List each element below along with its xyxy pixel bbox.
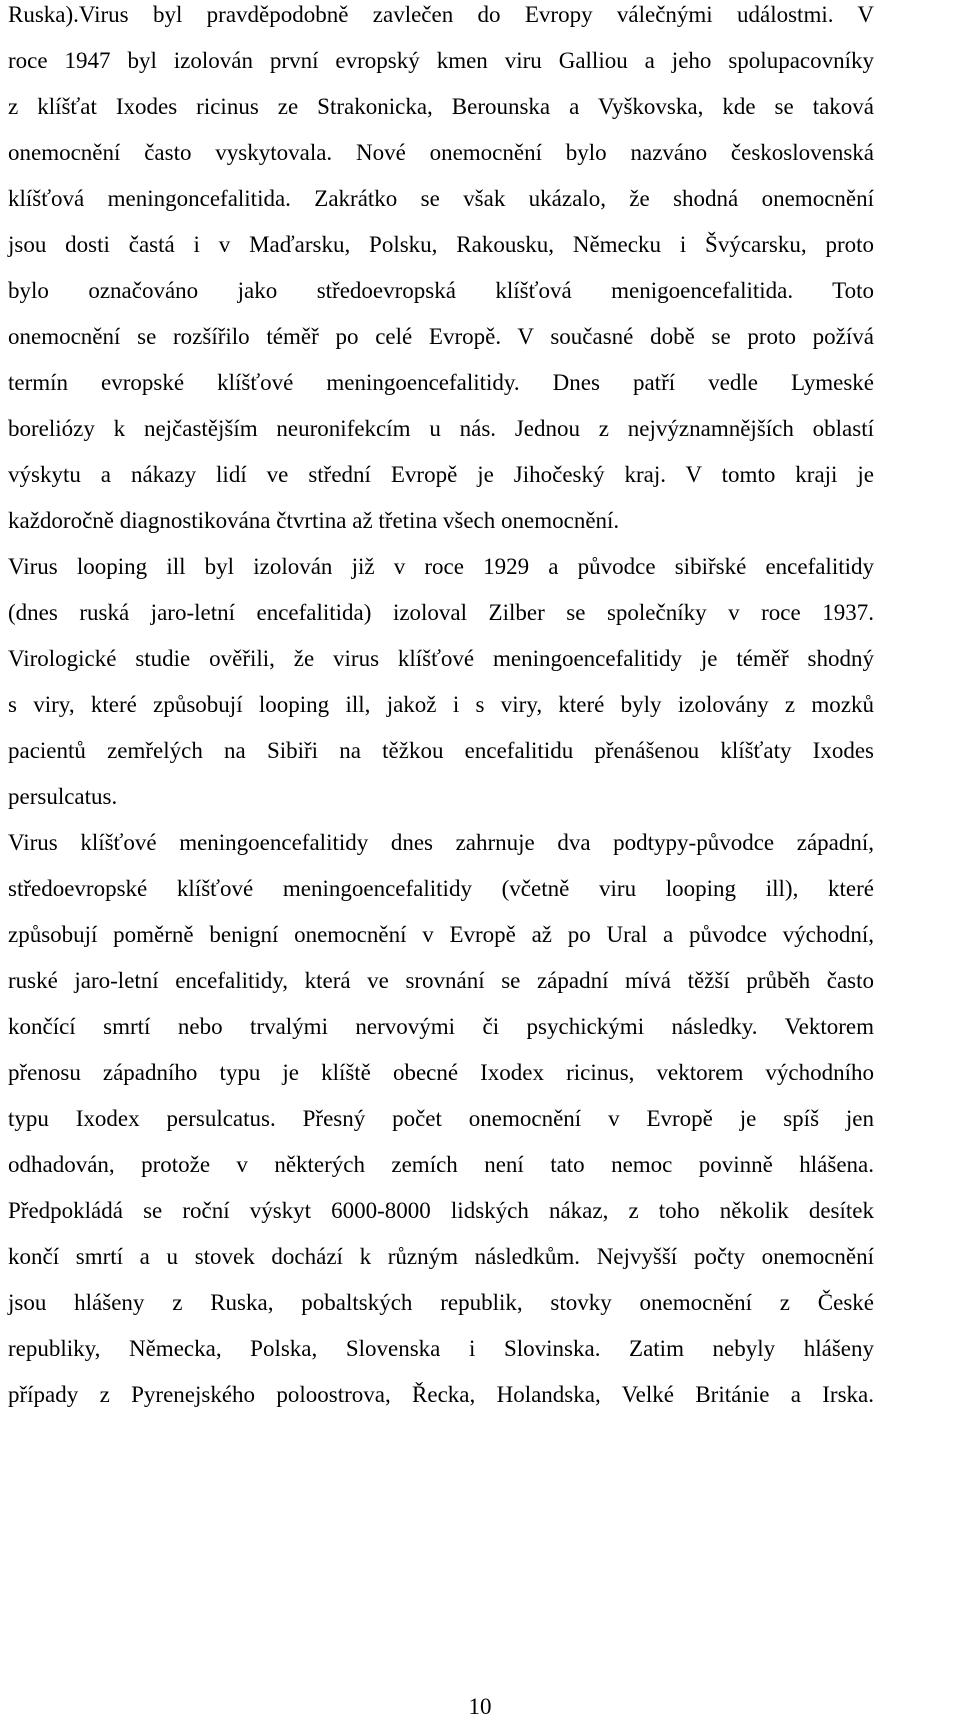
page-number: 10	[468, 1694, 492, 1719]
text-line: onemocnění se rozšířilo téměř po celé Evropě. V současné době se proto požívá	[8, 324, 874, 349]
text-line: bylo označováno jako středoevropská klíšťová menigoencefalitida. Toto	[8, 278, 874, 303]
text-line: jsou hlášeny z Ruska, pobaltských republik, stovky onemocnění z České	[8, 1290, 874, 1315]
text-line: klíšťová meningoncefalitida. Zakrátko se však ukázalo, že shodná onemocnění	[8, 186, 874, 211]
text-line: jsou dosti častá i v Maďarsku, Polsku, Rakousku, Německu i Švýcarsku, proto	[8, 232, 874, 257]
text-line: typu Ixodex persulcatus. Přesný počet onemocnění v Evropě je spíš jen	[8, 1106, 874, 1131]
text-line: odhadován, protože v některých zemích není tato nemoc povinně hlášena.	[8, 1152, 874, 1177]
text-line: středoevropské klíšťové meningoencefalitidy (včetně viru looping ill), které	[8, 876, 874, 901]
text-line: přenosu západního typu je klíště obecné Ixodex ricinus, vektorem východního	[8, 1060, 874, 1085]
text-line: případy z Pyrenejského poloostrova, Řecka, Holandska, Velké Británie a Irska.	[8, 1382, 874, 1407]
text-line: končí smrtí a u stovek dochází k různým následkům. Nejvyšší počty onemocnění	[8, 1244, 874, 1269]
text-line: končící smrtí nebo trvalými nervovými či psychickými následky. Vektorem	[8, 1014, 874, 1039]
text-line: ruské jaro-letní encefalitidy, která ve srovnání se západní mívá těžší průběh často	[8, 968, 874, 993]
text-line: výskytu a nákazy lidí ve střední Evropě je Jihočeský kraj. V tomto kraji je	[8, 462, 874, 487]
text-line: republiky, Německa, Polska, Slovenska i Slovinska. Zatim nebyly hlášeny	[8, 1336, 874, 1361]
text-line: boreliózy k nejčastějším neuronifekcím u nás. Jednou z nejvýznamnějších oblastí	[8, 416, 874, 441]
text-line: Virologické studie ověřili, že virus klíšťové meningoencefalitidy je téměř shodný	[8, 646, 874, 671]
text-line: persulcatus.	[8, 784, 118, 809]
text-line: (dnes ruská jaro-letní encefalitida) izoloval Zilber se společníky v roce 1937.	[8, 600, 874, 625]
text-line: každoročně diagnostikována čtvrtina až třetina všech onemocnění.	[8, 508, 620, 533]
text-line: z klíšťat Ixodes ricinus ze Strakonicka, Berounska a Vyškovska, kde se taková	[8, 94, 874, 119]
text-line: Předpokládá se roční výskyt 6000-8000 lidských nákaz, z toho několik desítek	[8, 1198, 874, 1223]
text-line: s viry, které způsobují looping ill, jakož i s viry, které byly izolovány z mozků	[8, 692, 874, 717]
text-line: způsobují poměrně benigní onemocnění v Evropě až po Ural a původce východní,	[8, 922, 874, 947]
text-line: termín evropské klíšťové meningoencefalitidy. Dnes patří vedle Lymeské	[8, 370, 874, 395]
text-line: pacientů zemřelých na Sibiři na těžkou encefalitidu přenášenou klíšťaty Ixodes	[8, 738, 874, 763]
text-line: Virus looping ill byl izolován již v roce 1929 a původce sibiřské encefalitidy	[8, 554, 874, 579]
text-line: Virus klíšťové meningoencefalitidy dnes zahrnuje dva podtypy-původce západní,	[8, 830, 874, 855]
text-line: Ruska).Virus byl pravděpodobně zavlečen do Evropy válečnými událostmi. V	[8, 2, 874, 27]
text-line: onemocnění často vyskytovala. Nové onemocnění bylo nazváno československá	[8, 140, 874, 165]
text-line: roce 1947 byl izolován první evropský kmen viru Galliou a jeho spolupacovníky	[8, 48, 874, 73]
